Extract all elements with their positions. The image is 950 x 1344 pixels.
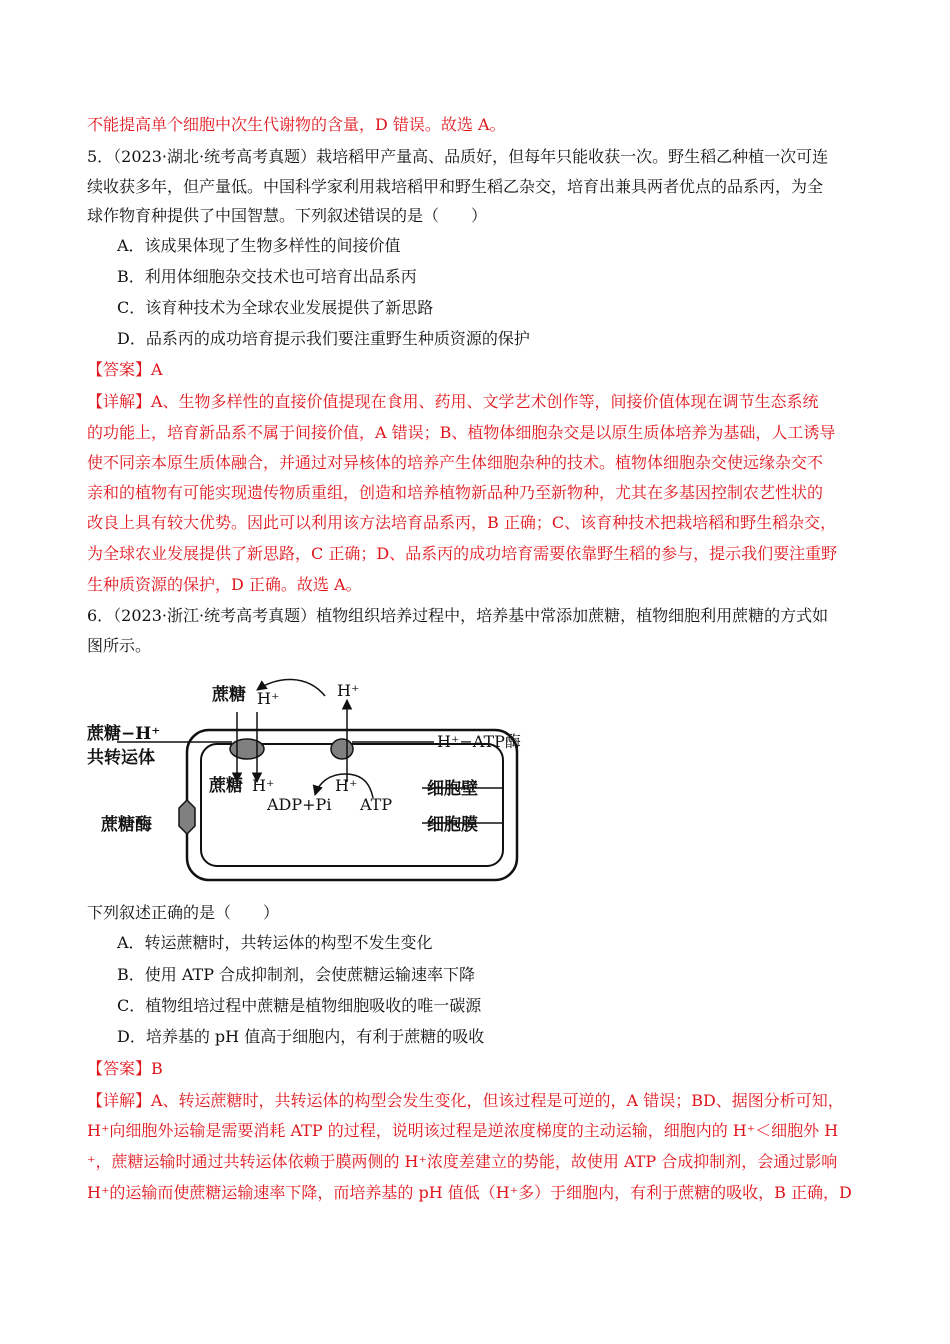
question-6-option-a: A．转运蔗糖时，共转运体的构型不发生变化 xyxy=(117,933,433,952)
question-5-explanation-line-3: 使不同亲本原生质体融合，并通过对异核体的培养产生体细胞杂种的技术。植物体细胞杂交使远缘杂交不 xyxy=(87,453,824,472)
question-5-stem-line-1: 5．（2023·湖北·统考高考真题）栽培稻甲产量高、品质好，但每年只能收获一次。野生稻乙种植一次可连 xyxy=(87,147,829,166)
question-5-stem-line-3: 球作物育种提供了中国智慧。下列叙述错误的是（ ） xyxy=(87,206,488,225)
question-6-explanation-line-1: 【详解】A、转运蔗糖时，共转运体的构型会发生变化，但该过程是可逆的，A 错误；BD、据图分析可知， xyxy=(87,1091,844,1110)
label-cell-wall: 细胞壁 xyxy=(427,779,478,799)
label-h-inside-2: H⁺ xyxy=(335,776,358,795)
label-cotransporter-line-1: 蔗糖−H⁺ xyxy=(87,724,161,744)
question-6-stem-line-2: 图所示。 xyxy=(87,636,152,655)
question-5-explanation-line-7: 生种质资源的保护，D 正确。故选 A。 xyxy=(87,575,362,594)
label-sucrose-inside: 蔗糖 xyxy=(209,776,243,796)
question-6-stem-line-1: 6．（2023·浙江·统考高考真题）植物组织培养过程中，培养基中常添加蔗糖，植物细胞利用蔗糖的方式如 xyxy=(87,606,829,625)
question-5-explanation-line-2: 的功能上，培育新品系不属于间接价值，A 错误；B、植物体细胞杂交是以原生质体培养为基础，人工诱导 xyxy=(87,423,836,442)
label-h-outside-2: H⁺ xyxy=(337,681,360,700)
question-6-answer: 【答案】B xyxy=(87,1059,163,1078)
cotransporter-protein xyxy=(230,739,264,759)
question-5-explanation-line-4: 亲和的植物有可能实现遗传物质重组，创造和培养植物新品种乃至新物种，尤其在多基因控制农艺性状的 xyxy=(87,483,824,502)
label-h-outside-1: H⁺ xyxy=(257,689,280,708)
label-sucrase: 蔗糖酶 xyxy=(101,815,152,835)
question-5-explanation-line-6: 为全球农业发展提供了新思路，C 正确；D、品系丙的成功培育需要依靠野生稻的参与，提示我们要注重野 xyxy=(87,544,838,563)
question-5-explanation-line-1: 【详解】A、生物多样性的直接价值提现在食用、药用、文学艺术创作等，间接价值体现在调节生态系统 xyxy=(87,392,819,411)
label-sucrose-outside: 蔗糖 xyxy=(212,685,246,705)
question-6-option-d: D．培养基的 pH 值高于细胞内，有利于蔗糖的吸收 xyxy=(117,1027,485,1046)
question-6-prompt: 下列叙述正确的是（ ） xyxy=(87,903,280,922)
question-5-answer: 【答案】A xyxy=(87,360,163,379)
label-cell-membrane: 细胞膜 xyxy=(427,815,478,835)
question-6-explanation-line-4: H⁺的运输而使蔗糖运输速率下降，而培养基的 pH 值低（H⁺多）于细胞内，有利于蔗糖的吸收，B 正确，D xyxy=(87,1183,852,1202)
sucrose-transport-diagram xyxy=(87,670,547,885)
h-atpase-protein xyxy=(331,739,353,759)
label-h-atpase: H⁺−ATP酶 xyxy=(437,732,521,751)
question-6-option-c: C．植物组培过程中蔗糖是植物细胞吸收的唯一碳源 xyxy=(117,996,482,1015)
question-6-explanation-line-3: ⁺，蔗糖运输时通过共转运体依赖于膜两侧的 H⁺浓度差建立的势能，故使用 ATP 合成抑制剂，会通过影响 xyxy=(87,1152,838,1171)
question-5-explanation-line-5: 改良上具有较大优势。因此可以利用该方法培育品系丙，B 正确；C、该育种技术把栽培稻和野生稻杂交， xyxy=(87,513,837,532)
question-5-option-a: A．该成果体现了生物多样性的间接价值 xyxy=(117,236,401,255)
question-5-option-d: D．品系丙的成功培育提示我们要注重野生种质资源的保护 xyxy=(117,329,530,348)
label-cotransporter-line-2: 共转运体 xyxy=(87,748,155,768)
sucrase-enzyme xyxy=(179,800,195,834)
question-5-stem-line-2: 续收获多年，但产量低。中国科学家利用栽培稻甲和野生稻乙杂交，培育出兼具两者优点的品系丙，为全 xyxy=(87,177,824,196)
question-6-option-b: B．使用 ATP 合成抑制剂，会使蔗糖运输速率下降 xyxy=(117,965,476,984)
question-5-option-b: B．利用体细胞杂交技术也可培育出品系丙 xyxy=(117,267,417,286)
question-5-option-c: C．该育种技术为全球农业发展提供了新思路 xyxy=(117,298,434,317)
label-adp-pi: ADP+Pi xyxy=(267,795,332,814)
question-6-explanation-line-2: H⁺向细胞外运输是需要消耗 ATP 的过程，说明该过程是逆浓度梯度的主动运输，细胞内的 H⁺＜细胞外 H xyxy=(87,1121,839,1140)
label-atp: ATP xyxy=(360,795,393,814)
label-h-inside-1: H⁺ xyxy=(252,776,275,795)
previous-explanation-tail: 不能提高单个细胞中次生代谢物的含量，D 错误。故选 A。 xyxy=(87,115,506,134)
cell-membrane-outline xyxy=(201,744,503,866)
